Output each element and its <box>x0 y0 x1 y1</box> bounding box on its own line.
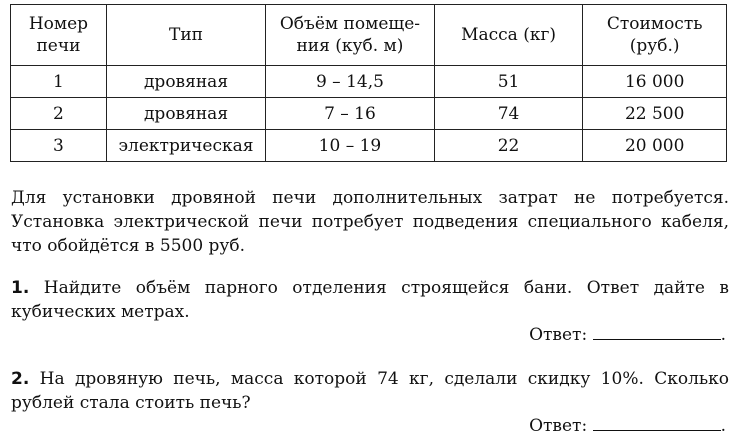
question-1-text: Найдите объём парного отделения строящейся бани. Ответ дайте в кубических метрах. <box>11 278 729 322</box>
header-volume-line2: ния (куб. м) <box>296 36 404 56</box>
header-type-label: Тип <box>169 25 203 45</box>
answer-1: Ответ: . <box>529 322 726 347</box>
cell-number: 1 <box>11 66 107 98</box>
cell-volume: 7 – 16 <box>266 98 435 130</box>
question-1 <box>11 276 729 324</box>
table-row <box>11 130 727 162</box>
header-number-line1: Номер <box>28 14 89 34</box>
header-number-line2: печи <box>36 36 81 56</box>
header-type <box>106 5 265 66</box>
cell-type: электрическая <box>106 130 265 162</box>
table-header-row <box>11 5 727 66</box>
answer-2-blank[interactable] <box>593 413 721 431</box>
cell-volume: 9 – 14,5 <box>266 66 435 98</box>
header-cost <box>583 5 727 66</box>
answer-1-blank[interactable] <box>593 322 721 340</box>
question-1-number: 1. <box>11 278 30 298</box>
question-2 <box>11 367 729 415</box>
stoves-table <box>10 4 727 162</box>
answer-1-label: Ответ: <box>529 325 588 345</box>
cell-cost: 22 500 <box>583 98 727 130</box>
cell-cost: 20 000 <box>583 130 727 162</box>
cell-type: дровяная <box>106 98 265 130</box>
question-2-number: 2. <box>11 369 30 389</box>
table-row <box>11 66 727 98</box>
cell-volume: 10 – 19 <box>266 130 435 162</box>
header-cost-line2: (руб.) <box>629 36 680 56</box>
cell-cost: 16 000 <box>583 66 727 98</box>
cell-mass: 51 <box>434 66 583 98</box>
header-volume <box>266 5 435 66</box>
cell-type: дровяная <box>106 66 265 98</box>
answer-2: Ответ: . <box>529 413 726 438</box>
question-2-text: На дровяную печь, масса которой 74 кг, сделали скидку 10%. Сколько рублей стала стоить печь? <box>11 369 729 413</box>
header-mass <box>434 5 583 66</box>
cell-number: 3 <box>11 130 107 162</box>
header-cost-line1: Стоимость <box>606 14 703 34</box>
cell-mass: 22 <box>434 130 583 162</box>
header-number <box>11 5 107 66</box>
cell-number: 2 <box>11 98 107 130</box>
header-mass-label: Масса (кг) <box>461 25 557 45</box>
table-row <box>11 98 727 130</box>
intro-paragraph: Для установки дровяной печи дополнительных затрат не потребуется. Установка электрической печи потребует подведения специального кабеля, что обойдётся в 5500 руб. <box>11 188 729 256</box>
answer-2-label: Ответ: <box>529 416 588 436</box>
cell-mass: 74 <box>434 98 583 130</box>
header-volume-line1: Объём помеще- <box>279 14 421 34</box>
